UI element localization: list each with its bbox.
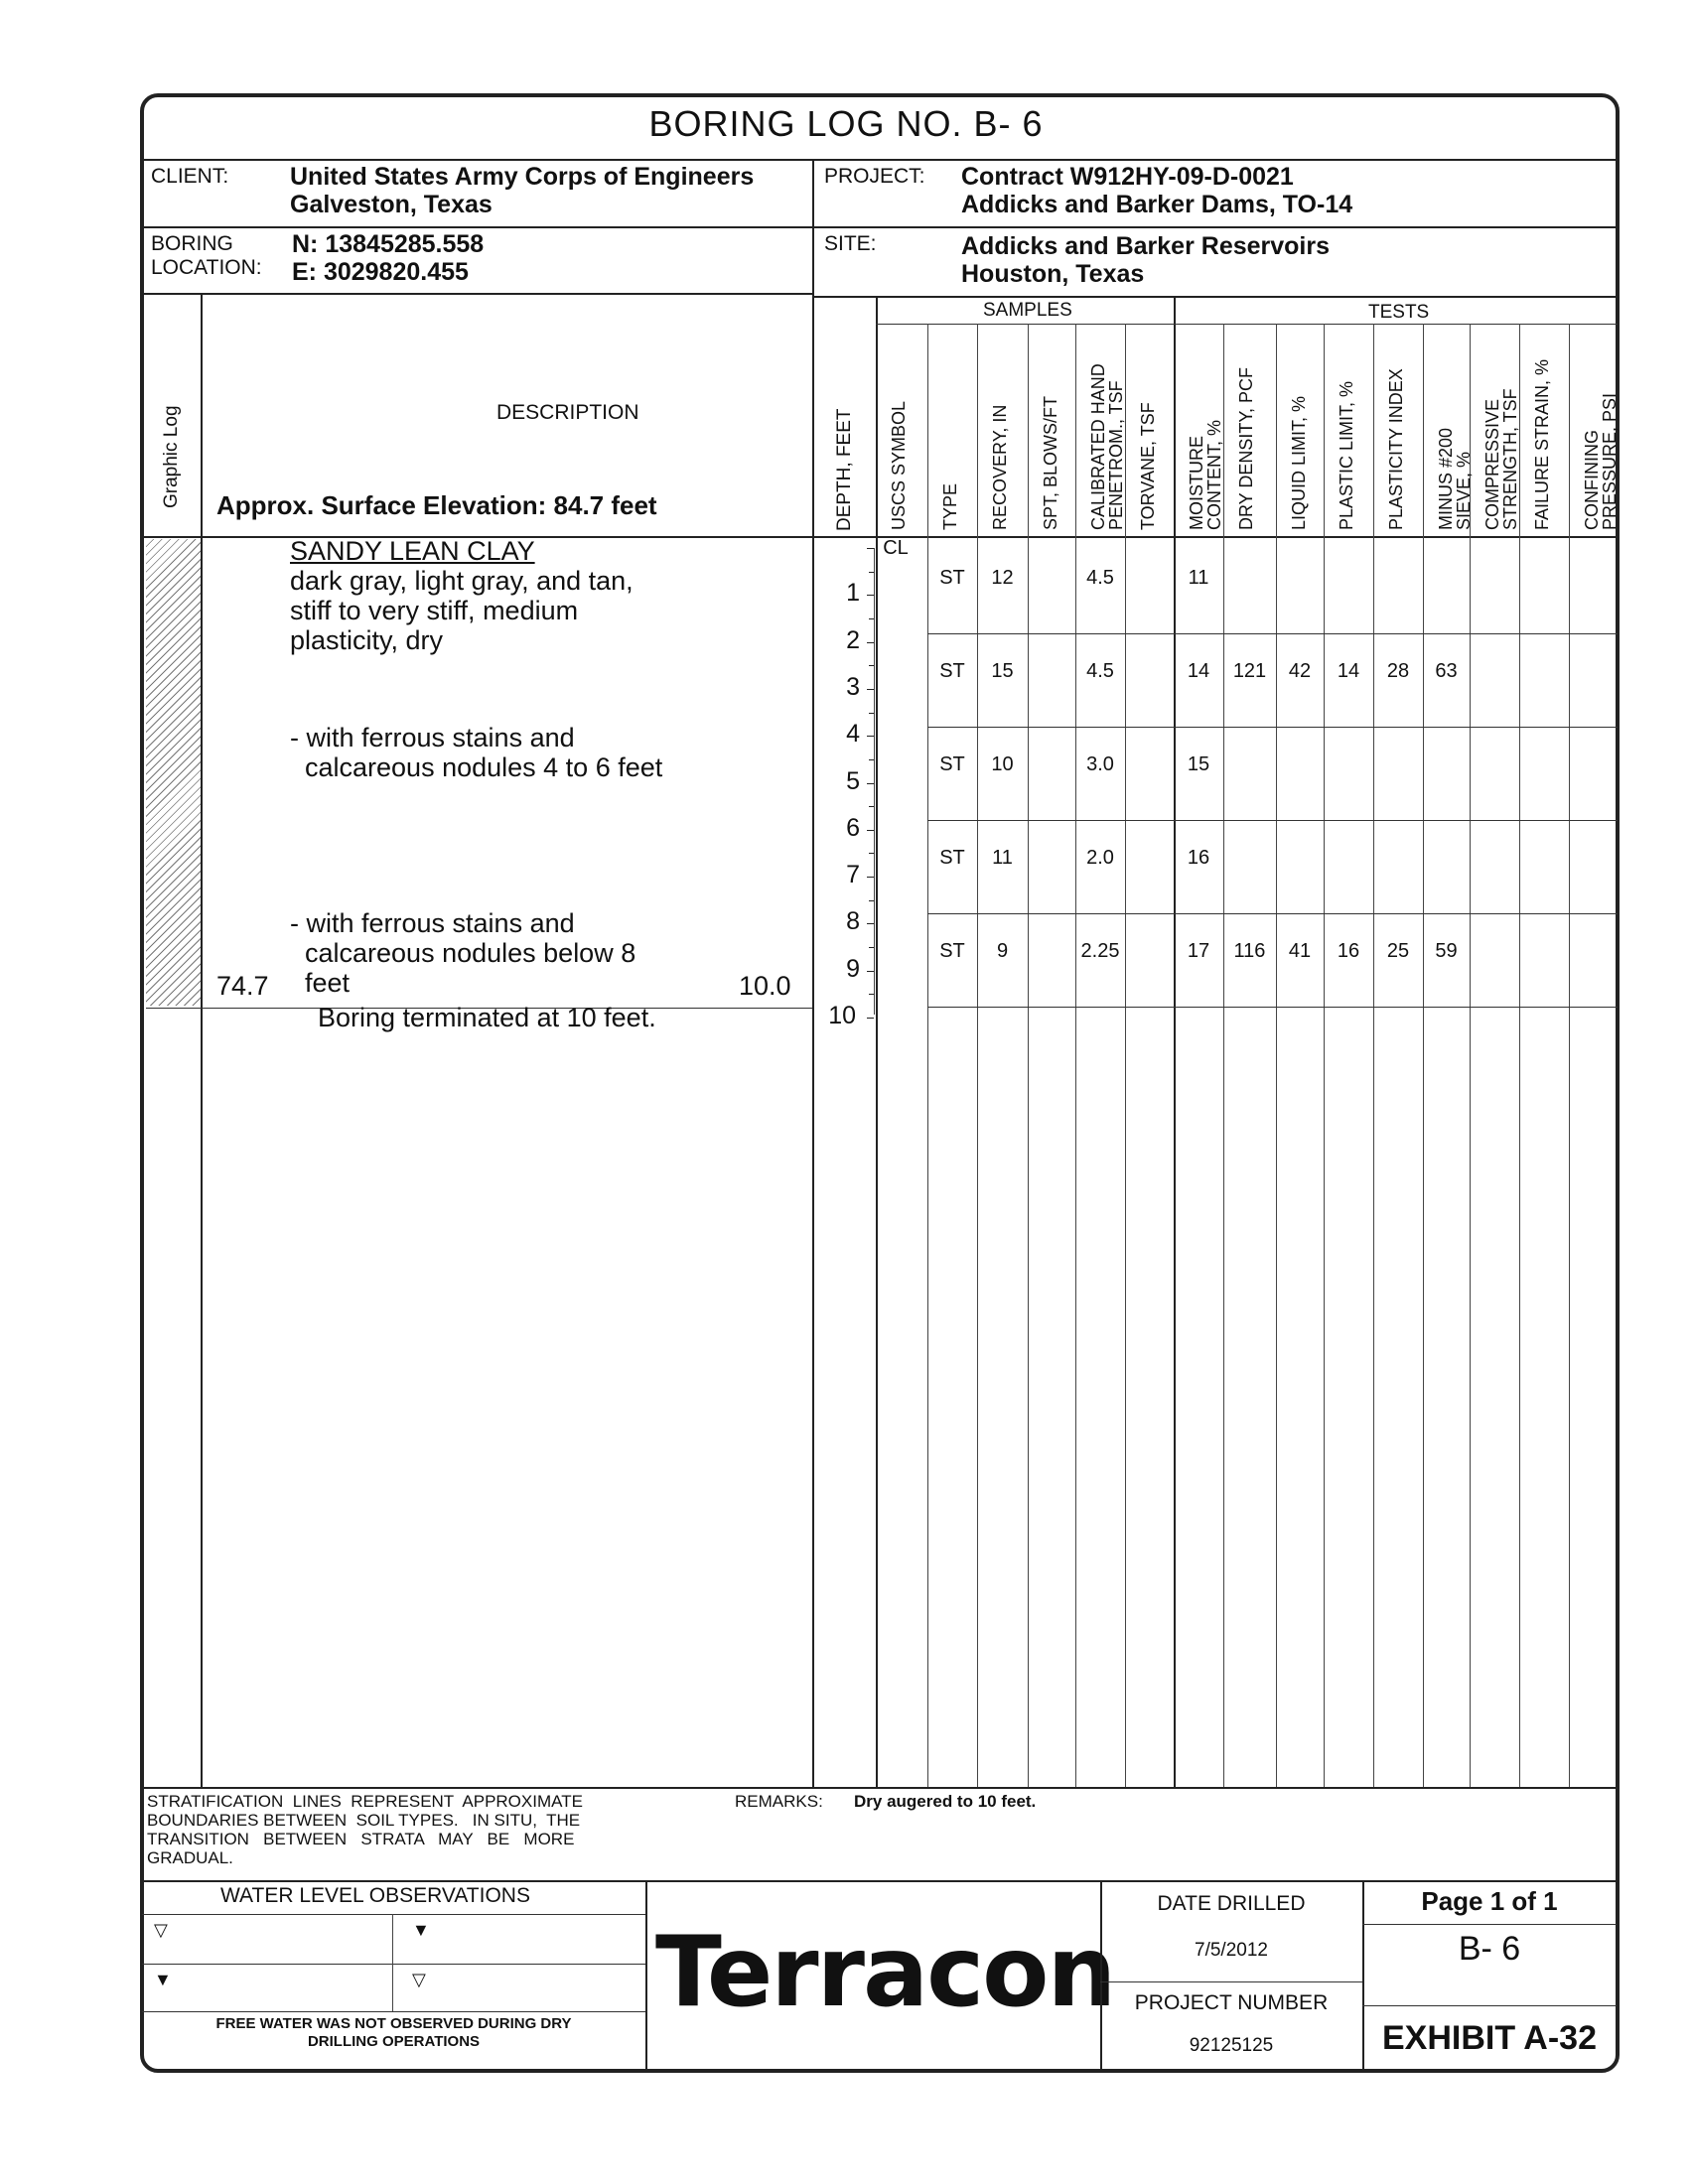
column-header: PLASTIC LIMIT, %	[1337, 380, 1356, 530]
strat-note-2: BOUNDARIES BETWEEN SOIL TYPES. IN SITU, THE	[147, 1811, 581, 1830]
depth-label: 10	[828, 1002, 856, 1029]
date-drilled-label: DATE DRILLED	[1157, 1892, 1306, 1915]
bottom-depth: 10.0	[739, 971, 791, 1001]
strat-note-4: GRADUAL.	[147, 1848, 233, 1867]
page-indicator: Page 1 of 1	[1421, 1886, 1558, 1916]
sample-pi: 25	[1386, 940, 1410, 962]
depth-tick	[867, 877, 874, 878]
column-header: LIQUID LIMIT, %	[1289, 395, 1309, 530]
depth-label: 6	[846, 813, 860, 842]
boring-id: B- 6	[1458, 1930, 1521, 1968]
depth-label: 5	[846, 766, 860, 795]
site-label: SITE:	[824, 232, 877, 255]
sample-dry_density: 121	[1232, 660, 1267, 682]
column-divider	[1075, 324, 1076, 1787]
column-header: MINUS #200 SIEVE, %	[1436, 427, 1474, 530]
sample-moisture: 16	[1187, 847, 1210, 869]
sample-recovery: 9	[996, 940, 1009, 962]
sample-type: ST	[939, 567, 965, 589]
sample-type: ST	[939, 753, 965, 775]
column-header: TYPE	[940, 482, 960, 530]
sample-hand_pen: 4.5	[1086, 567, 1114, 589]
divider	[142, 293, 812, 295]
column-header: SPT, BLOWS/FT	[1041, 395, 1060, 530]
sample-hand_pen: 4.5	[1086, 660, 1114, 682]
northing: N: 13845285.558	[292, 230, 485, 258]
column-divider	[1373, 324, 1374, 1787]
water-footer-1: FREE WATER WAS NOT OBSERVED DURING DRY	[215, 2015, 572, 2032]
divider	[392, 1914, 393, 2011]
depth-tick	[867, 923, 874, 924]
sample-minus200: 63	[1435, 660, 1458, 682]
sample-pl: 14	[1337, 660, 1360, 682]
column-divider	[927, 324, 928, 1787]
column-divider	[1470, 324, 1471, 1787]
stratum-name: SANDY LEAN CLAY	[290, 536, 535, 566]
divider	[1362, 1924, 1617, 1925]
sample-hand_pen: 3.0	[1086, 753, 1114, 775]
sample-pi: 28	[1386, 660, 1410, 682]
bottom-elevation: 74.7	[216, 971, 269, 1001]
water-symbol-3: ▼	[154, 1970, 172, 1989]
depth-tick	[867, 830, 874, 831]
sample-recovery: 11	[992, 847, 1013, 869]
note1-line-2: calcareous nodules 4 to 6 feet	[290, 752, 663, 782]
depth-label: 3	[846, 672, 860, 701]
sample-row-divider	[927, 727, 1618, 728]
uscs-symbol: CL	[883, 537, 909, 559]
column-divider	[1324, 324, 1325, 1787]
depth-tick	[867, 1018, 874, 1019]
sample-type: ST	[939, 940, 965, 962]
sample-dry_density: 116	[1233, 940, 1266, 962]
sample-row-divider	[927, 913, 1618, 914]
divider	[201, 293, 203, 1787]
divider	[876, 324, 1618, 325]
sample-hand_pen: 2.25	[1080, 940, 1120, 962]
water-symbol-1: ▽	[154, 1920, 168, 1940]
client-city: Galveston, Texas	[290, 191, 493, 218]
sample-recovery: 12	[991, 567, 1014, 589]
site-city: Houston, Texas	[961, 260, 1145, 288]
note2-line-3: feet	[290, 968, 351, 998]
column-divider	[1125, 324, 1126, 1787]
sample-recovery: 10	[991, 753, 1014, 775]
project-number-label: PROJECT NUMBER	[1134, 1991, 1329, 2014]
divider	[142, 1914, 645, 1915]
project-name: Addicks and Barker Dams, TO-14	[961, 191, 1353, 218]
strat-note-3: TRANSITION BETWEEN STRATA MAY BE MORE	[147, 1830, 575, 1848]
sample-row-divider	[927, 633, 1618, 634]
column-header: DRY DENSITY, PCF	[1236, 366, 1256, 530]
sample-moisture: 15	[1187, 753, 1210, 775]
depth-tick	[867, 736, 874, 737]
depth-label: 2	[846, 625, 860, 654]
depth-label: 7	[846, 861, 860, 889]
column-header: RECOVERY, IN	[990, 404, 1010, 530]
stratum-line-1: dark gray, light gray, and tan,	[290, 566, 634, 596]
depth-label: 1	[846, 579, 860, 608]
divider	[812, 296, 1618, 298]
column-header: MOISTURE CONTENT, %	[1187, 419, 1224, 530]
location-label: LOCATION:	[151, 256, 262, 279]
client-name: United States Army Corps of Engineers	[290, 163, 755, 191]
column-divider	[1569, 324, 1570, 1787]
divider	[142, 226, 1618, 228]
depth-tick	[867, 642, 874, 643]
divider	[142, 1787, 1618, 1789]
column-header: CONFINING PRESSURE, PSI	[1582, 392, 1620, 530]
remarks-text: Dry augered to 10 feet.	[854, 1792, 1037, 1811]
sample-recovery: 15	[991, 660, 1014, 682]
client-label: CLIENT:	[151, 165, 229, 188]
note1-line-1: - with ferrous stains and	[290, 723, 575, 752]
sample-ll: 41	[1288, 940, 1312, 962]
sample-row-divider	[927, 1007, 1618, 1008]
water-footer-2: DRILLING OPERATIONS	[307, 2033, 481, 2050]
water-symbol-2: ▼	[412, 1920, 430, 1940]
sample-moisture: 17	[1187, 940, 1210, 962]
depth-tick	[867, 783, 874, 784]
note2-line-2: calcareous nodules below 8	[290, 938, 636, 968]
sample-row-divider	[927, 820, 1618, 821]
graphic-log-hatch	[146, 539, 201, 1006]
terracon-logo: Terracon	[655, 1916, 1115, 2029]
depth-label: 4	[846, 720, 860, 749]
depth-axis	[874, 548, 875, 1015]
stratum-line-2: stiff to very stiff, medium	[290, 596, 579, 625]
samples-header: SAMPLES	[983, 300, 1072, 321]
sample-ll: 42	[1288, 660, 1312, 682]
sample-moisture: 11	[1188, 567, 1209, 589]
easting: E: 3029820.455	[292, 258, 469, 286]
column-header: CALIBRATED HAND PENETROM., TSF	[1088, 363, 1126, 530]
column-divider	[1423, 324, 1424, 1787]
divider	[812, 293, 814, 1787]
description-header: DESCRIPTION	[496, 401, 639, 424]
divider	[142, 1880, 1618, 1882]
depth-label: 8	[846, 907, 860, 936]
depth-tick	[867, 689, 874, 690]
divider	[1100, 1981, 1362, 1982]
divider	[1362, 2005, 1617, 2006]
sample-moisture: 14	[1187, 660, 1210, 682]
column-divider	[1028, 324, 1029, 1787]
column-divider	[1223, 324, 1224, 1787]
remarks-label: REMARKS:	[735, 1792, 823, 1811]
column-divider	[1276, 324, 1277, 1787]
exhibit-label: EXHIBIT A-32	[1381, 2019, 1597, 2057]
depth-label: 9	[846, 954, 860, 983]
termination-note: Boring terminated at 10 feet.	[318, 1003, 656, 1032]
sample-hand_pen: 2.0	[1086, 847, 1114, 869]
date-drilled-value: 7/5/2012	[1195, 1940, 1268, 1961]
sample-minus200: 59	[1435, 940, 1458, 962]
depth-header: DEPTH, FEET	[834, 408, 855, 531]
divider	[142, 1964, 645, 1965]
graphic-log-header: Graphic Log	[161, 405, 182, 508]
divider	[876, 296, 878, 1787]
column-divider	[977, 324, 978, 1787]
depth-tick	[867, 971, 874, 972]
divider	[142, 2011, 645, 2012]
water-title: WATER LEVEL OBSERVATIONS	[220, 1884, 530, 1907]
sample-pl: 16	[1337, 940, 1360, 962]
water-symbol-4: ▽	[412, 1970, 426, 1989]
sample-type: ST	[939, 847, 965, 869]
stratum-line-3: plasticity, dry	[290, 625, 444, 655]
column-header: PLASTICITY INDEX	[1386, 368, 1406, 530]
column-header: FAILURE STRAIN, %	[1532, 358, 1552, 530]
column-header: COMPRESSIVE STRENGTH, TSF	[1482, 388, 1520, 530]
note2-line-1: - with ferrous stains and	[290, 908, 575, 938]
surface-elevation: Approx. Surface Elevation: 84.7 feet	[216, 490, 657, 520]
column-divider	[1519, 324, 1520, 1787]
depth-tick	[867, 595, 874, 596]
project-number-value: 92125125	[1189, 2035, 1274, 2056]
column-header: TORVANE, TSF	[1138, 402, 1158, 530]
divider	[645, 1880, 647, 2069]
sample-type: ST	[939, 660, 965, 682]
divider	[142, 159, 1618, 161]
depth-tick	[867, 548, 874, 549]
tests-header: TESTS	[1368, 302, 1430, 323]
page-title: BORING LOG NO. B- 6	[648, 103, 1044, 144]
project-label: PROJECT:	[824, 165, 925, 188]
project-contract: Contract W912HY-09-D-0021	[961, 163, 1294, 191]
divider	[1174, 296, 1176, 1787]
column-header: USCS SYMBOL	[889, 400, 909, 530]
strat-note-1: STRATIFICATION LINES REPRESENT APPROXIMATE	[147, 1792, 583, 1811]
site-name: Addicks and Barker Reservoirs	[961, 232, 1331, 260]
boring-label: BORING	[151, 232, 233, 255]
